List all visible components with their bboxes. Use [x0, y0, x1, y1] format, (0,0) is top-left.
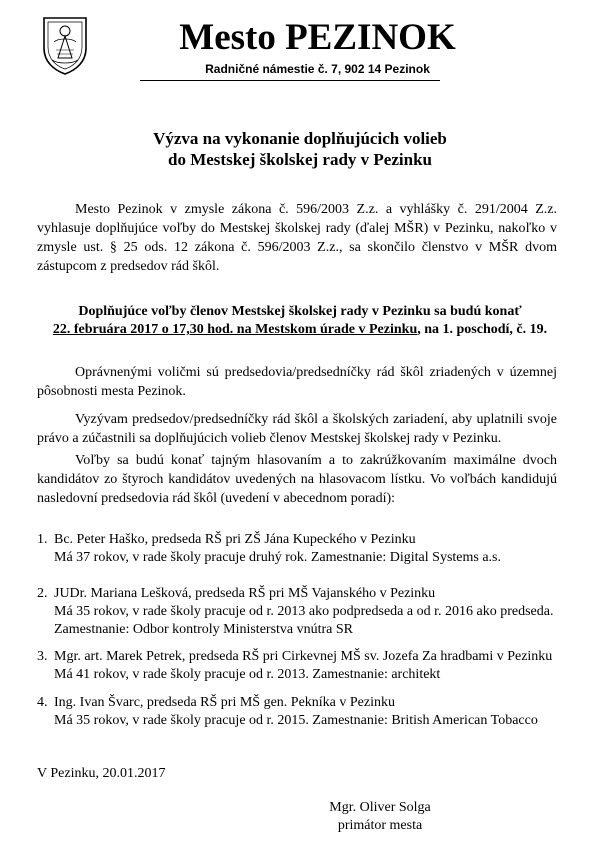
header-divider: [140, 80, 440, 81]
candidate-number: 1.: [37, 532, 48, 547]
candidate-details: Má 41 rokov, v rade školy pracuje od r. 2013. Zamestnanie: architekt: [54, 667, 441, 682]
voters-paragraph: Oprávnenými voličmi sú predsedovia/predsedníčky rád škôl zriadených v územnej pôsobnosti mesta Pezinok.: [37, 365, 557, 399]
heading-line-1: Výzva na vykonanie doplňujúcich volieb: [153, 129, 447, 148]
signer-title: primátor mesta: [337, 818, 423, 833]
candidate-number: 4.: [37, 695, 48, 710]
notice-line-2: [50, 321, 550, 339]
candidate-details: Má 37 rokov, v rade školy pracuje druhý rok. Zamestnanie: Digital Systems a.s.: [54, 550, 501, 565]
voting-paragraph: Voľby sa budú konať tajným hlasovaním a to zakrúžkovaním maximálne dvoch kandidátov zo štyroch kandidátov uvedených na hlasovacom lístku. Vo voľbách kandidujú nasledovní predsedovia rád škôl (uvedení v abecednom poradí):: [37, 453, 557, 506]
signature-block: [300, 799, 460, 835]
notice-line-1: Doplňujúce voľby členov Mestskej školskej rady v Pezinku sa budú konať: [78, 304, 522, 319]
city-title: Mesto PEZINOK: [179, 17, 456, 58]
document-heading: [0, 128, 600, 170]
candidate-item: [37, 585, 567, 639]
candidate-name: Bc. Peter Haško, predseda RŠ pri ZŠ Jána Kupeckého v Pezinku: [54, 532, 416, 547]
appeal-paragraph: Vyzývam predsedov/predsedníčky rád škôl a školských zariadení, aby uplatnili svoje právo a zúčastnili sa doplňujúcich volieb členov Mestskej školskej rady v Pezinku.: [37, 412, 557, 446]
candidate-item: [37, 694, 567, 730]
signer-name: Mgr. Oliver Solga: [329, 800, 431, 815]
intro-paragraph: Mesto Pezinok v zmysle zákona č. 596/2003 Z.z. a vyhlášky č. 291/2004 Z.z. vyhlasuje doplňujúce voľby do Mestskej školskej rady (ďalej MŠR) v Pezinku, nakoľko v zmysle ust. § 25 ods. 12 zákona č. 596/2003 Z.z., sa skončilo členstvo v MŠR dvom zástupcom z predsedov rád škôl.: [37, 202, 557, 274]
place-and-date: V Pezinku, 20.01.2017: [37, 766, 166, 781]
notice-date-place: 22. februára 2017 o 17,30 hod. na Mestskom úrade v Pezinku: [52, 322, 418, 337]
candidate-item: [37, 648, 567, 684]
candidate-number: 2.: [37, 586, 48, 601]
candidate-details: Má 35 rokov, v rade školy pracuje od r. 2013 ako podpredseda a od r. 2016 ako predseda.: [54, 604, 554, 619]
election-notice: [50, 303, 550, 339]
candidate-name: Mgr. art. Marek Petrek, predseda RŠ pri Cirkevnej MŠ sv. Jozefa Za hradbami v Pezinku: [54, 649, 553, 664]
heading-line-2: do Mestskej školskej rady v Pezinku: [168, 150, 432, 169]
candidate-employment: Zamestnanie: Odbor kontroly Ministerstva vnútra SR: [54, 622, 354, 637]
candidate-details: Má 35 rokov, v rade školy pracuje od r. 2015. Zamestnanie: British American Tobacco: [54, 713, 538, 728]
candidate-item: [37, 531, 567, 567]
candidate-name: JUDr. Mariana Lešková, predseda RŠ pri MŠ Vajanského v Pezinku: [54, 586, 436, 601]
city-address: Radničné námestie č. 7, 902 14 Pezinok: [205, 62, 430, 76]
candidate-number: 3.: [37, 649, 48, 664]
notice-location-detail: , na 1. poschodí, č. 19.: [417, 322, 548, 337]
candidate-name: Ing. Ivan Švarc, predseda RŠ pri MŠ gen. Pekníka v Pezinku: [54, 695, 395, 710]
